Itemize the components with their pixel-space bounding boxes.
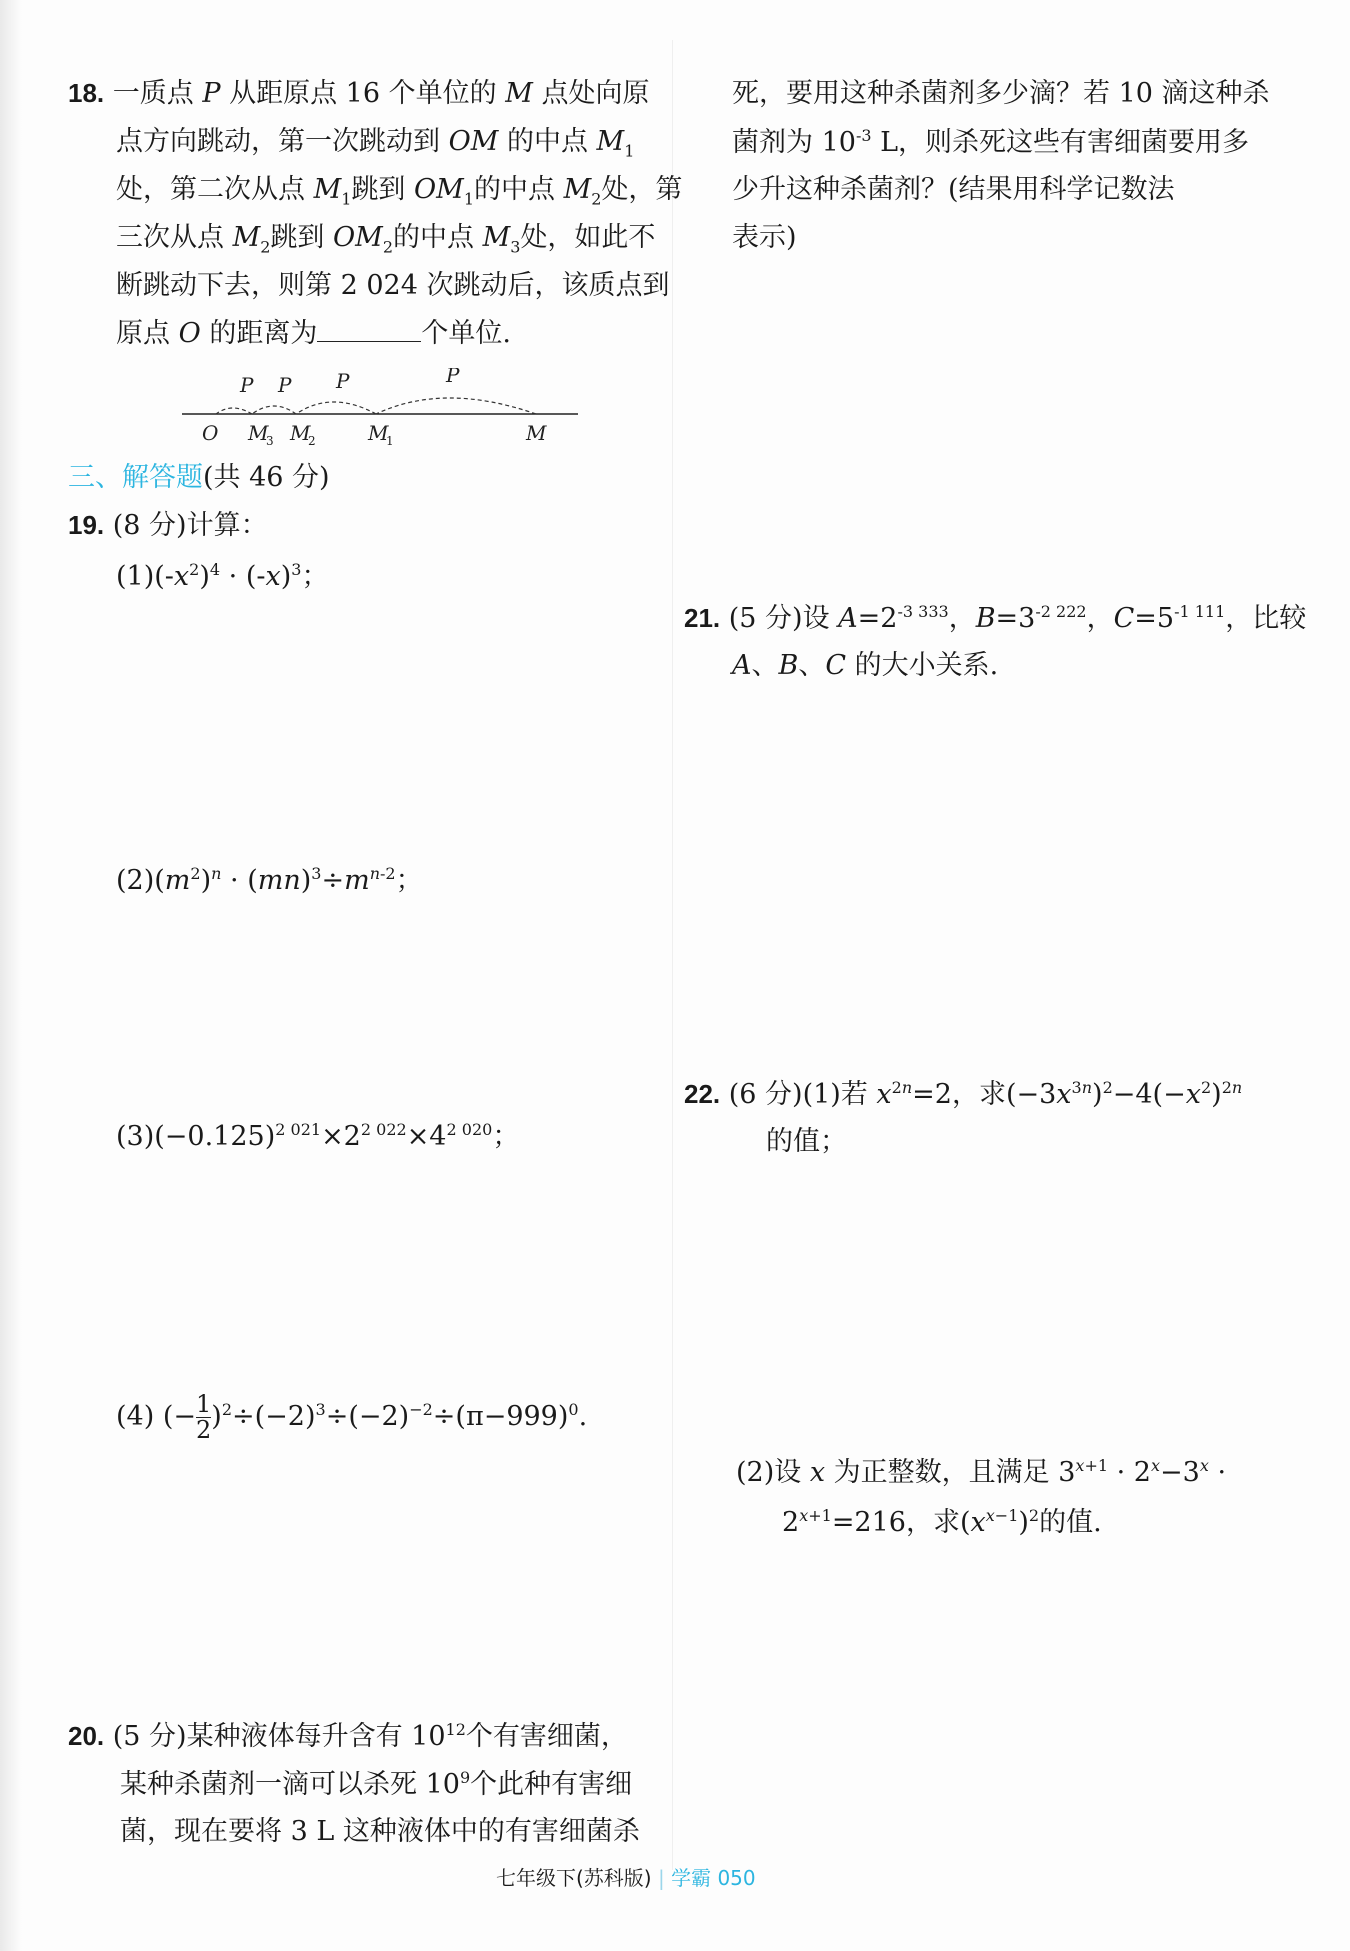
number-line-diagram [180,368,580,448]
footer-grade: 七年级下(苏科版) [496,1866,652,1890]
point-M1-sub: 1 [386,434,394,448]
point-M: M [526,421,547,445]
point-M1: M [368,421,389,445]
q20-number: 20. [68,1721,105,1751]
jump-arc-4 [216,408,252,414]
footer-page-number: 050 [717,1866,756,1890]
q21-line-1: 21. (5 分)设 $A=2^{-3 333}$，$B=3^{-2 222}$，$C=5^{-1 111}$，比较 [684,602,1307,634]
point-M2-sub: 2 [308,434,316,448]
q22-line-2: 的值； [766,1126,847,1157]
q22-part-2-line-2: $2^{x+1}=216$，求$(x^{x-1})^2$的值. [782,1506,1102,1538]
column-divider [672,40,673,1870]
q20-cont-line-1: 死，要用这种杀菌剂多少滴？若 10 滴这种杀 [732,78,1270,109]
label-P-1: P [240,373,254,397]
q18-line-1: 18. 一质点 P 从距原点 16 个单位的 M 点处向原 [68,78,650,109]
footer-brand: 学霸 [671,1866,712,1890]
q20-cont-line-2: 菌剂为 $10^{-3}$ L，则杀死这些有害细菌要用多 [732,126,1250,158]
q20-line-2: 某种杀菌剂一滴可以杀死 $10^9$个此种有害细 [120,1768,633,1800]
point-O: O [202,421,219,445]
point-M3-sub: 3 [266,434,274,448]
page-footer: 七年级下(苏科版) | 学霸 050 [496,1866,756,1890]
point-M3: M [248,421,269,445]
q19-part-4: (4) (− $\frac{1}{2}$ )$^2\div(-2)^3\div(-2)^{-2}\div(\pi-999)^0$. [116,1390,588,1445]
point-M2: M [290,421,311,445]
q20-cont-line-3: 少升这种杀菌剂？(结果用科学记数法 [732,174,1175,205]
jump-arc-1 [376,398,536,414]
q18-line-6: 原点 O 的距离为 个单位. [116,318,511,349]
q19-part-3: $(3)(-0.125)^{2 021}\times 2^{2 022}\times 4^{2 020}$； [116,1120,520,1152]
q18-line-5: 断跳动下去，则第 2 024 次跳动后，该质点到 [116,270,670,301]
q22-line-1: 22. (6 分)(1)若 $x^{2n}=2$，求$(-3x^{3n})^2-4(-x^2)^{2n}$ [684,1078,1243,1110]
q20-cont-line-4: 表示) [732,222,797,253]
label-P-4: P [446,368,460,387]
q21-number: 21. [684,603,721,633]
q19-intro: 19. (8 分)计算： [68,510,268,541]
jump-arc-2 [296,402,376,414]
q20-line-1: 20. (5 分)某种液体每升含有 $10^{12}$个有害细菌， [68,1720,628,1752]
q19-part-1: $(1)(-x^2)^4 \cdot (-x)^3$； [116,560,329,592]
section-3-header [68,464,330,491]
section-3-title: 三、解答题 [68,462,203,493]
q20-line-3: 菌，现在要将 3 L 这种液体中的有害细菌杀 [120,1816,640,1847]
jump-arc-3 [252,406,296,414]
label-P-3: P [336,369,350,393]
section-3-score: (共 46 分) [203,462,330,493]
q19-number: 19. [68,510,105,540]
page-edge-shadow [0,0,22,1951]
q18-number: 18. [68,78,105,108]
q21-line-2: A、B、C 的大小关系. [732,650,999,681]
q18-line-3: 处，第二次从点 $M_1$跳到 $OM_1$的中点 $M_2$处，第 [116,174,683,209]
q18-line-2: 点方向跳动，第一次跳动到 OM 的中点 $M_1$ [116,126,635,161]
label-P-2: P [278,373,292,397]
fraction-one-half: $\frac{1}{2}$ [196,1390,212,1445]
q22-number: 22. [684,1079,721,1109]
q18-line-4: 三次从点 $M_2$跳到 $OM_2$的中点 $M_3$处，如此不 [116,222,656,257]
answer-blank[interactable] [317,321,421,342]
q19-part-2: $(2)(m^2)^n \cdot (mn)^3\div m^{n-2}$； [116,864,423,896]
q22-part-2-line-1: (2)设 x 为正整数，且满足 $3^{x+1} \cdot 2^x-3^x$ · [736,1456,1227,1488]
